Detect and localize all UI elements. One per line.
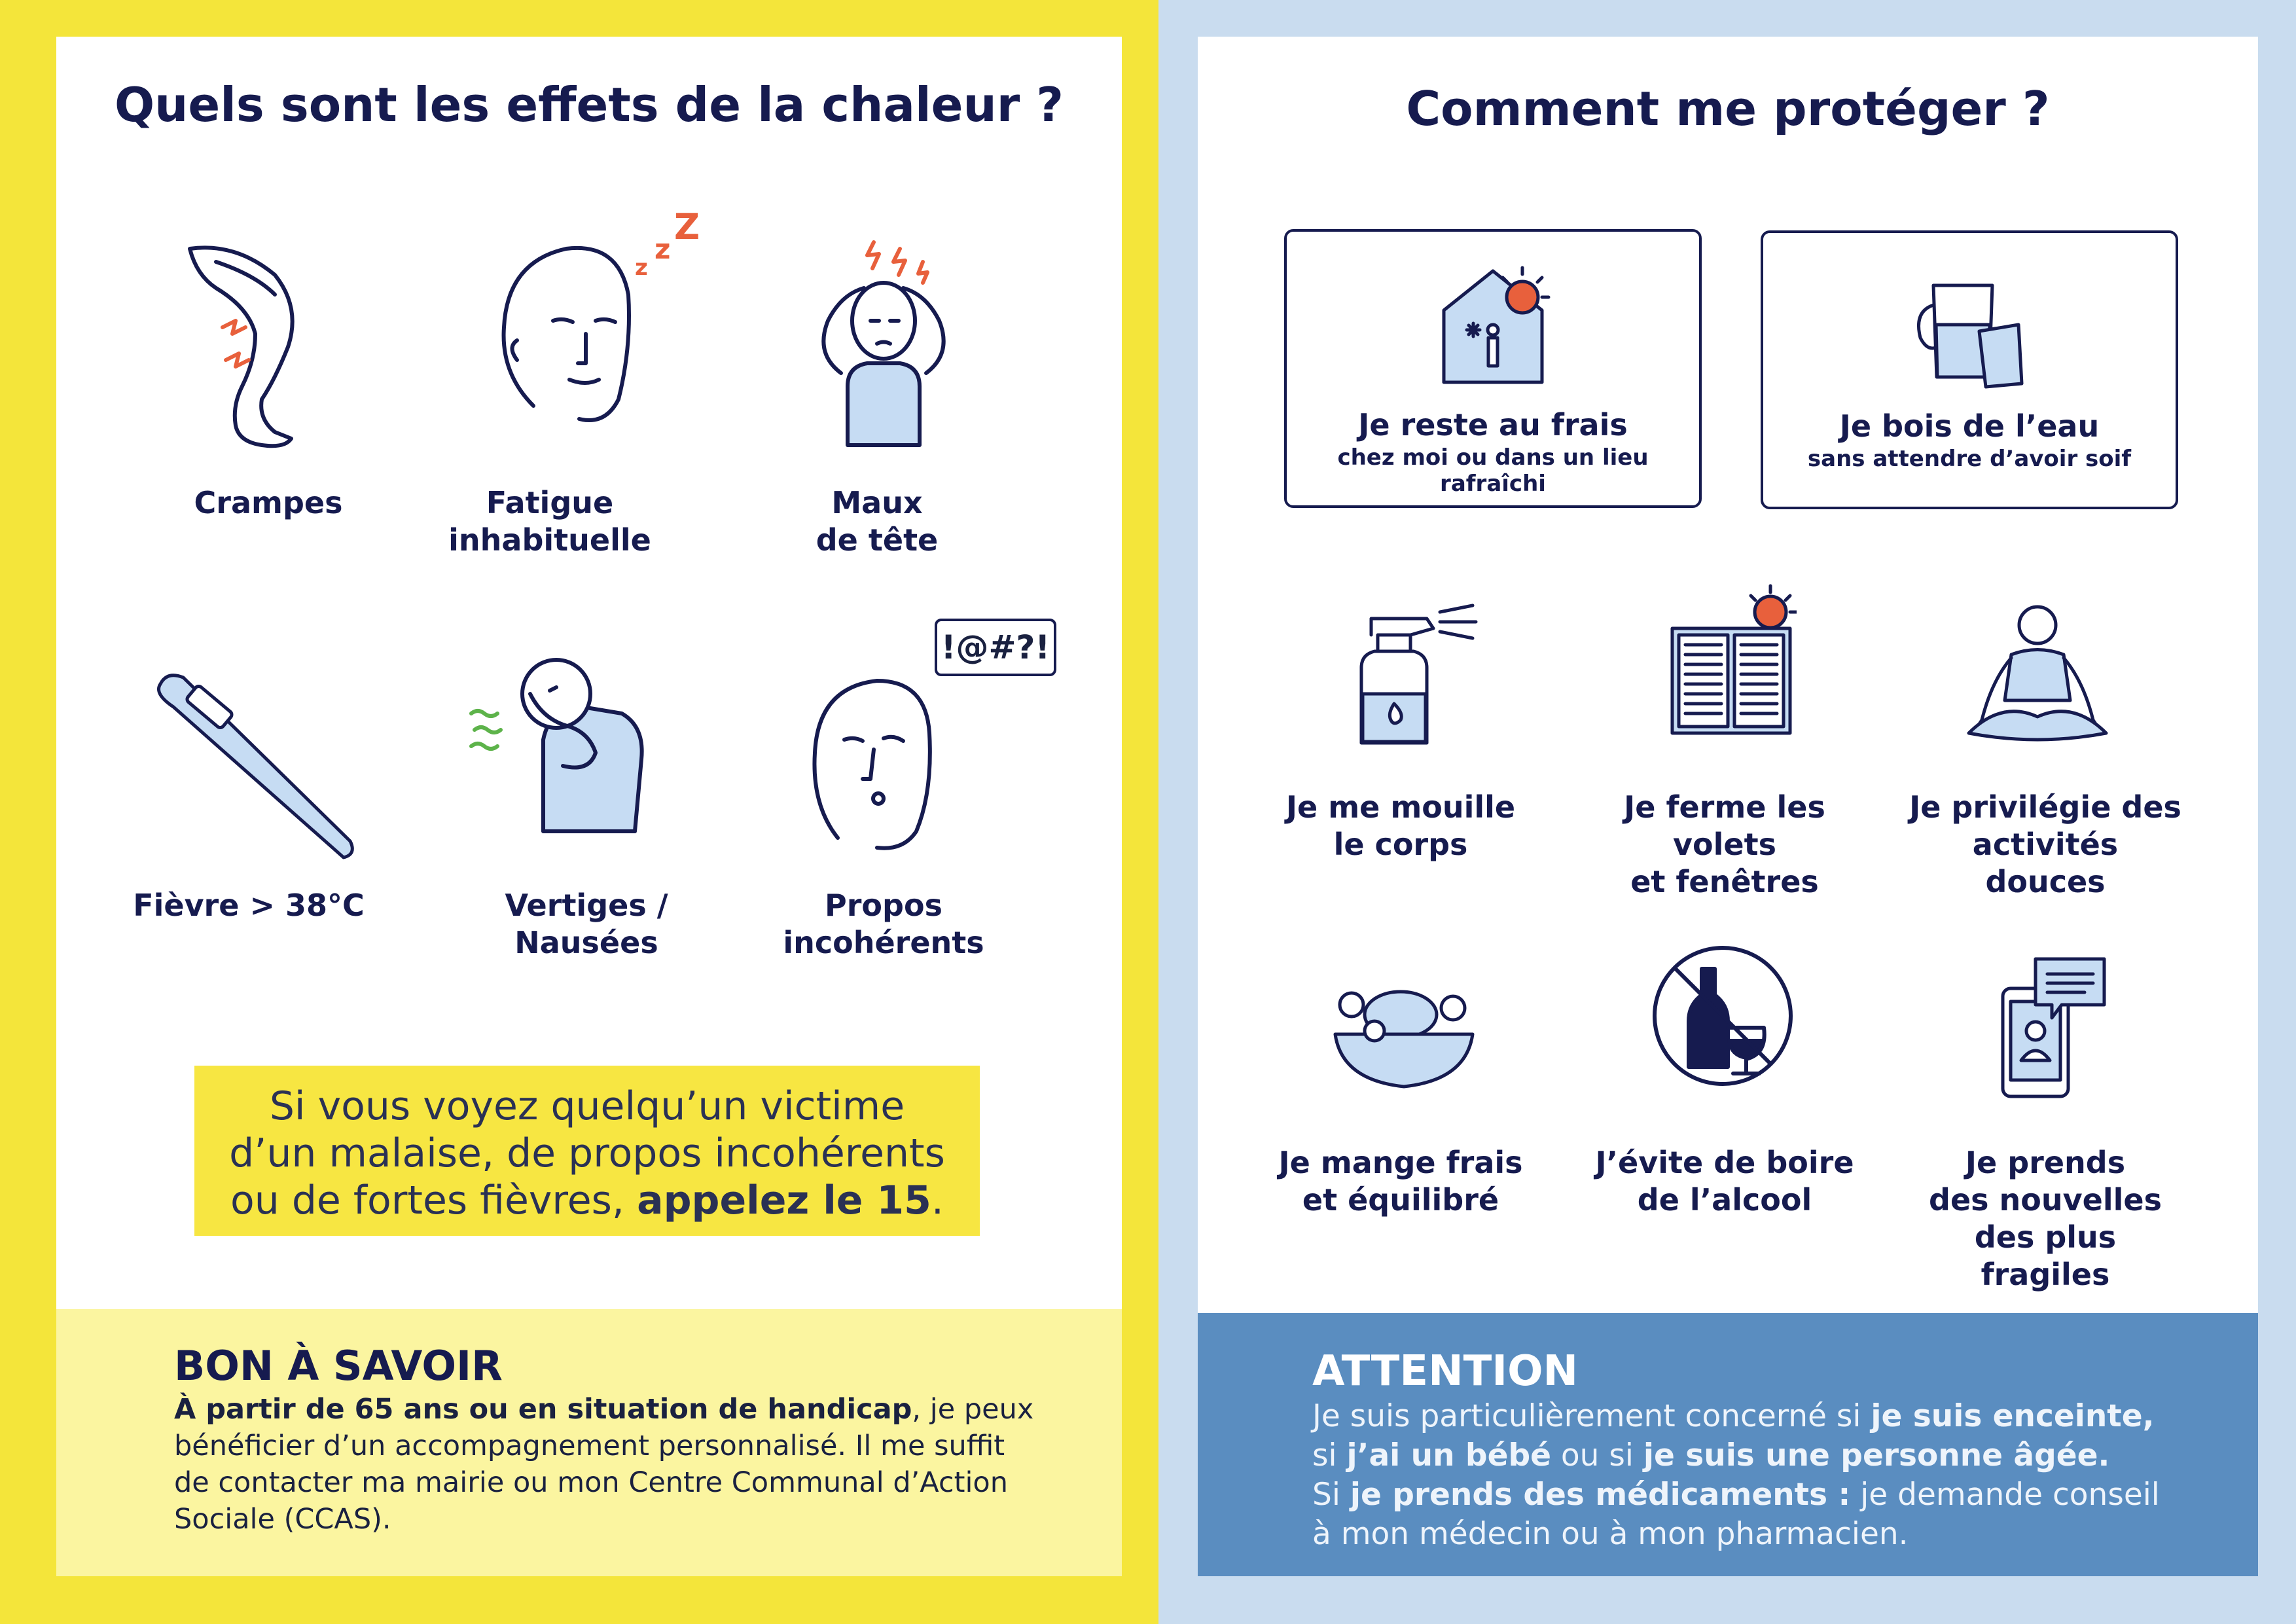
left-title: Quels sont les effets de la chaleur ? xyxy=(114,77,1064,132)
effect-label: Propos incohérents xyxy=(783,888,984,960)
box-subtitle: sans attendre d’avoir soif xyxy=(1807,446,2132,472)
box-title: Je bois de l’eau xyxy=(1839,408,2100,444)
no-alcohol-icon xyxy=(1649,943,1797,1090)
box-title: Je reste au frais xyxy=(1358,407,1628,442)
cool-house-icon xyxy=(1431,251,1555,389)
headache-icon xyxy=(802,223,965,452)
box-subtitle: chez moi ou dans un lieu rafraîchi xyxy=(1337,444,1649,497)
stay-cool-box xyxy=(1284,229,1702,508)
emergency-callout: Si vous voyez quelqu’un victime d’un malaise, de propos incohérents ou de fortes fièvres, appelez le 15. xyxy=(194,1066,980,1236)
nausea-icon xyxy=(458,635,655,851)
tired-face-icon xyxy=(488,203,704,452)
drink-water-box xyxy=(1761,230,2178,509)
attention-heading: ATTENTION xyxy=(1312,1347,1579,1396)
bon-a-savoir-section xyxy=(56,1309,1122,1576)
tip-label: Je privilégie des activités douces xyxy=(1909,789,2181,899)
thermometer-icon xyxy=(147,668,363,864)
bon-a-savoir-heading: BON À SAVOIR xyxy=(174,1342,503,1390)
effect-label: Crampes xyxy=(194,485,343,520)
svg-text:z: z xyxy=(655,233,671,265)
food-bowl-icon xyxy=(1329,969,1479,1093)
tip-label: Je prends des nouvelles des plus fragiles xyxy=(1929,1145,2162,1292)
effect-label: Fièvre > 38°C xyxy=(133,888,365,923)
speech-bubble-text: !@#?! xyxy=(941,628,1050,666)
spray-bottle-icon xyxy=(1342,596,1486,753)
confused-speech-icon xyxy=(805,641,936,857)
tip-label: Je mange frais et équilibré xyxy=(1278,1145,1523,1218)
right-title: Comment me protéger ? xyxy=(1406,81,2050,136)
effect-label: Maux de tête xyxy=(816,485,939,558)
tip-label: J’évite de boire de l’alcool xyxy=(1595,1145,1854,1218)
water-pitcher-icon xyxy=(1907,266,2032,390)
effect-label: Fatigue inhabituelle xyxy=(448,485,651,558)
svg-text:Z: Z xyxy=(674,206,700,247)
attention-section xyxy=(1198,1313,2258,1576)
tip-label: Je me mouille le corps xyxy=(1285,789,1516,862)
attention-text: Je suis particulièrement concerné si je suis enceinte, si j’ai un bébé ou si je suis une personne âgée. Si je prends des médicaments : je demande conseil à mon médecin ou à mon pharmacien. xyxy=(1312,1398,2160,1552)
svg-text:z: z xyxy=(635,255,648,281)
meditation-icon xyxy=(1962,602,2113,746)
effect-label: Vertiges / Nausées xyxy=(505,888,668,960)
shutters-icon xyxy=(1666,583,1797,740)
speech-bubble xyxy=(935,619,1056,676)
bon-a-savoir-text: À partir de 65 ans ou en situation de handicap, je peux bénéficier d’un accompagnement personnalisé. Il me suffit de contacter ma mairie ou mon Centre Communal d’Action Sociale (CCAS). xyxy=(174,1393,1034,1536)
cramp-leg-icon xyxy=(177,236,327,452)
tip-label: Je ferme les volets et fenêtres xyxy=(1624,789,1825,899)
phone-message-icon xyxy=(1996,956,2108,1100)
